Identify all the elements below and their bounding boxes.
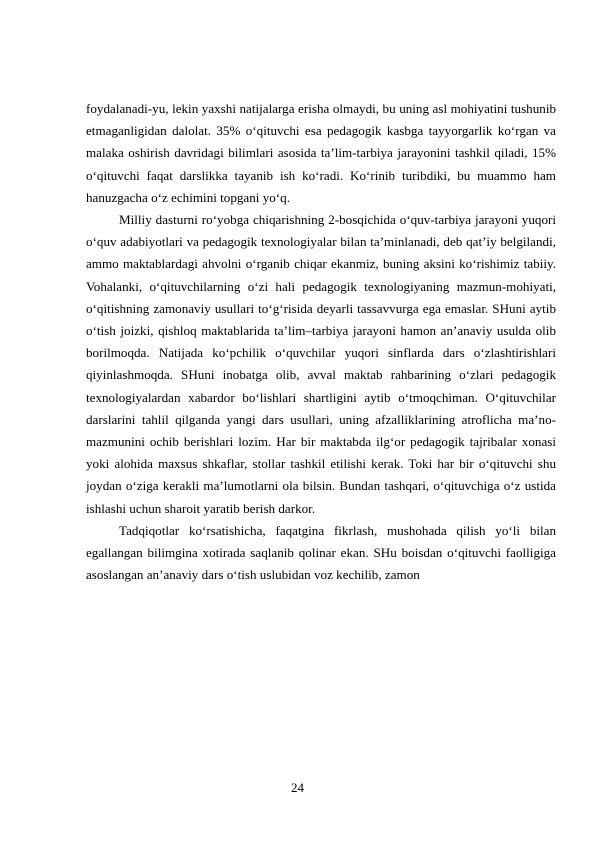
paragraph: Tadqiqotlar ko‘rsatishicha, faqatgina fikrlash, mushohada qilish yo‘li bilan egallangan bilimgina xotirada saqlanib qolinar ekan. SHu boisdan o‘qituvchi faolligiga asoslangan an’anaviy dars o‘tish uslubidan voz kechilib, zamon (86, 522, 556, 583)
body-text (86, 98, 556, 586)
page-number: 24 (291, 780, 304, 795)
paragraph-continued: foydalanadi-yu, lekin yaxshi natijalarga erisha olmaydi, bu uning asl mohiyatini tushunib etmaganligidan dalolat. 35% o‘qituvchi esa pedagogik kasbga tayyorgarlik ko‘rgan va malaka oshirish davridagi bilimlari asosida ta’lim-tarbiya jarayonini tashkil qiladi, 15% o‘qituvchi faqat darslikka tayanib ish ko‘radi. Ko‘rinib turibdiki, bu muammo ham hanuzgacha o‘z echimini topgani yo‘q. (86, 101, 556, 205)
paragraph: Milliy dasturni ro‘yobga chiqarishning 2-bosqichida o‘quv-tarbiya jarayoni yuqori o‘quv adabiyotlari va pedagogik texnologiyalar bilan ta’minlanadi, deb qat’iy belgilandi, ammo maktablardagi ahvolni o‘rganib chiqar ekanmiz, buning aksini ko‘rishimiz tabiiy. Vohalanki, o‘qituvchilarning o‘zi hali pedagogik texnologiyaning mazmun-mohiyati, o‘qitishning zamonaviy usullari to‘g‘risida deyarli tassavvurga ega emaslar. SHuni aytib o‘tish joizki, qishloq maktablarida ta’lim–tarbiya jarayoni hamon an’anaviy usulda olib borilmoqda. Natijada ko‘pchilik o‘quvchilar yuqori sinflarda dars o‘zlashtirishlari qiyinlashmoqda. SHuni inobatga olib, avval maktab rahbarining o‘zlari pedagogik texnologiyalardan xabardor bo‘lishlari shartligini aytib o‘tmoqchiman. O‘qituvchilar darslarini tahlil qilganda yangi dars usullari, uning afzalliklarining atroflicha ma’no-mazmunini ochib berishlari lozim. Har bir maktabda ilg‘or pedagogik tajribalar xonasi yoki alohida maxsus shkaflar, stollar tashkil etilishi kerak. Toki har bir o‘qituvchi shu joydan o‘ziga kerakli ma’lumotlarni ola bilsin. Bundan tashqari, o‘qituvchiga o‘z ustida ishlashi uchun sharoit yaratib berish darkor. (86, 212, 556, 516)
